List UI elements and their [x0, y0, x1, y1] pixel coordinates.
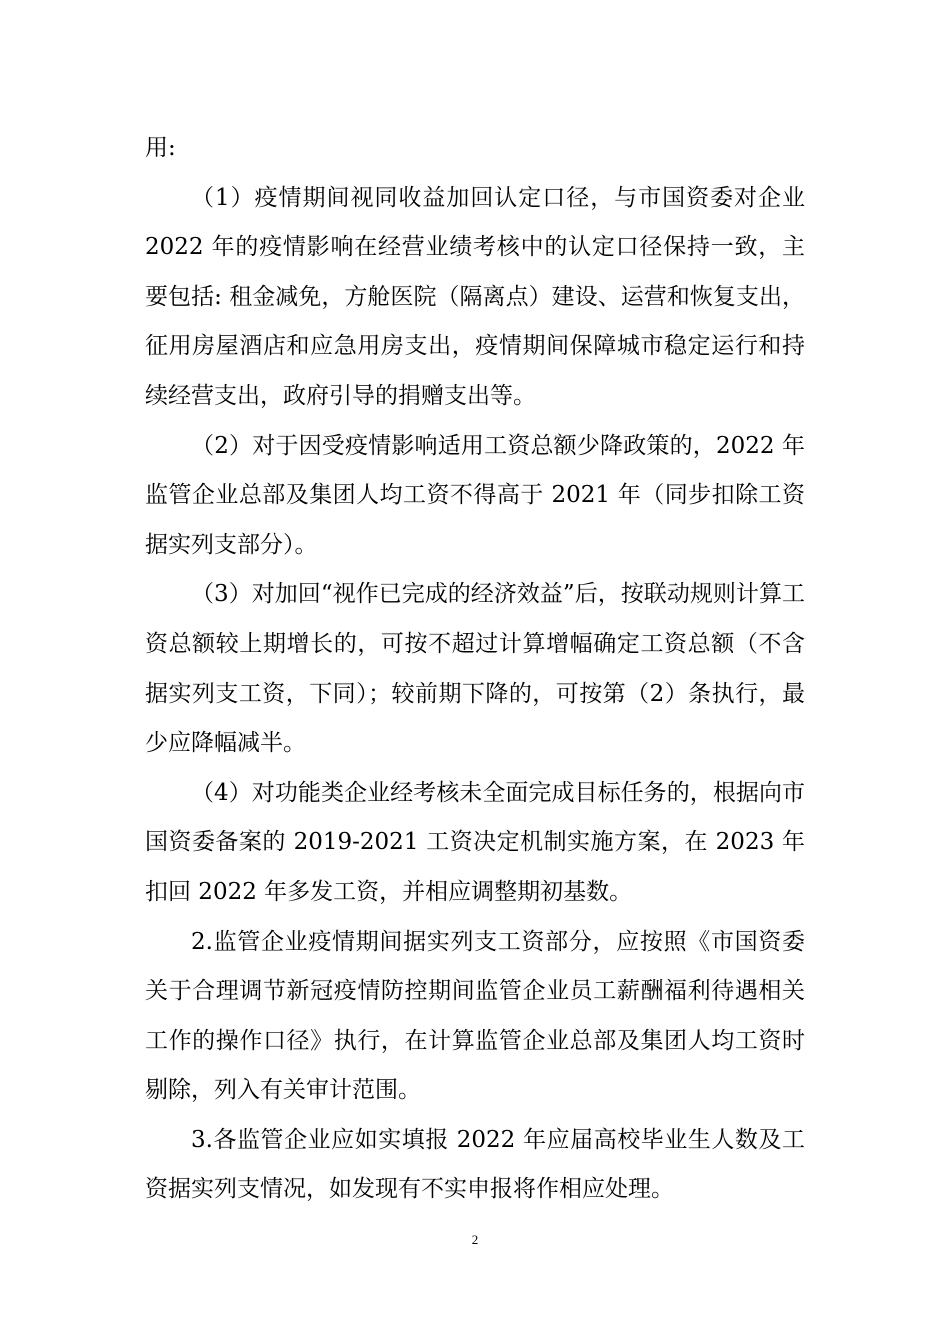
- paragraph-item-1: （1）疫情期间视同收益加回认定口径，与市国资委对企业 2022 年的疫情影响在经营业绩考核中的认定口径保持一致，主要包括: 租金减免，方舱医院（隔离点）建设、运营和恢复支出，征用房屋酒店和应急用房支出，疫情期间保障城市稳定运行和持续经营支出，政府引导的捐赠支出等。: [145, 184, 805, 409]
- page-number: 2: [471, 1232, 479, 1247]
- paragraph-continuation: 用:: [145, 135, 176, 161]
- paragraph-point-2: 2.监管企业疫情期间据实列支工资部分，应按照《市国资委关于合理调节新冠疫情防控期间监管企业员工薪酬福利待遇相关工作的操作口径》执行，在计算监管企业总部及集团人均工资时剔除，列入有关审计范围。: [145, 928, 805, 1104]
- document-body: [145, 124, 805, 1215]
- paragraph-item-4: （4）对功能类企业经考核未全面完成目标任务的，根据向市国资委备案的 2019-2021 工资决定机制实施方案，在 2023 年扣回 2022 年多发工资，并相应调整期初基数。: [145, 779, 805, 905]
- paragraph-item-2: （2）对于因受疫情影响适用工资总额少降政策的，2022 年监管企业总部及集团人均工资不得高于 2021 年（同步扣除工资据实列支部分）。: [145, 432, 805, 558]
- paragraph-item-3: （3）对加回“视作已完成的经济效益”后，按联动规则计算工资总额较上期增长的，可按不超过计算增幅确定工资总额（不含据实列支工资，下同）；较前期下降的，可按第（2）条执行，最少应降幅减半。: [145, 581, 805, 757]
- paragraph-point-3: 3.各监管企业应如实填报 2022 年应届高校毕业生人数及工资据实列支情况，如发现有不实申报将作相应处理。: [145, 1126, 805, 1203]
